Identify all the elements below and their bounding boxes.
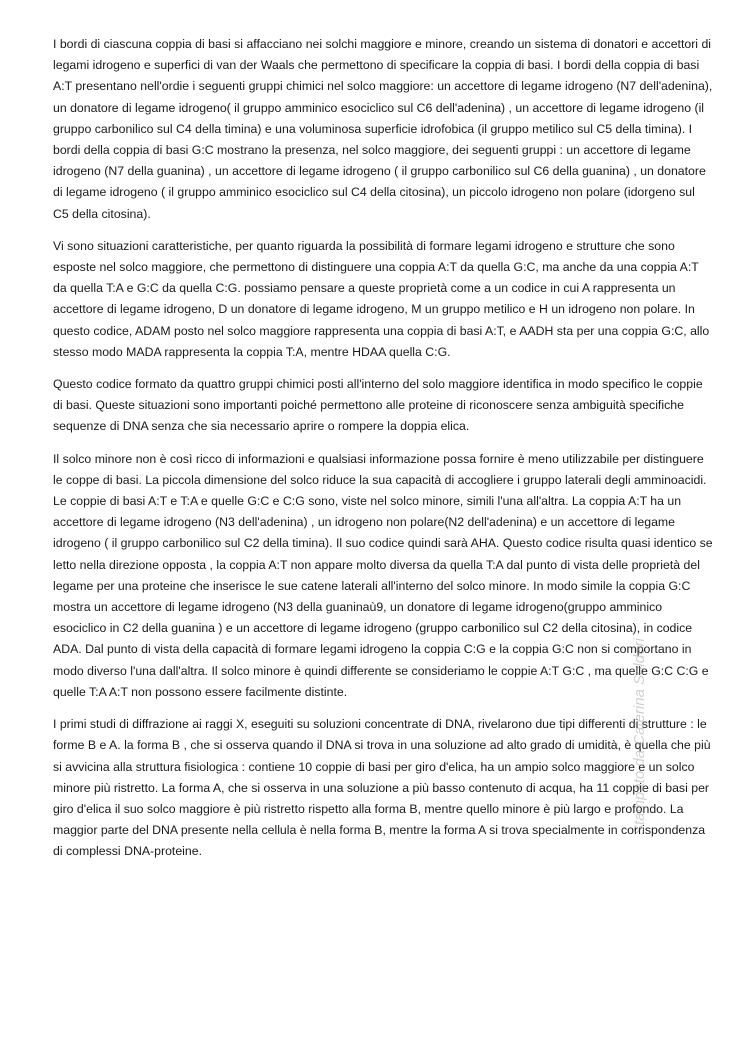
paragraph-major-groove-code: Vi sono situazioni caratteristiche, per quanto riguarda la possibilità di formare legami idrogeno e strutture che sono esposte nel solco maggiore, che permettono di distinguere una coppia A:T da quella G:C, ma anche da una coppia A:T da quella T:A e G:C da quella C:G. possiamo pensare a queste proprietà come a un codice in cui A rappresenta un accettore di legame idrogeno, D un donatore di legame idrogeno, M un gruppo metilico e H un idrogeno non polare. In questo codice, ADAM posto nel solco maggiore rappresenta una coppia di basi A:T, e AADH sta per una coppia G:C, allo stesso modo MADA rappresenta la coppia T:A, mentre HDAA quella C:G. bbox=[53, 238, 710, 359]
paragraph-base-pair-edges: I bordi di ciascuna coppia di basi si affacciano nei solchi maggiore e minore, creando un sistema di donatori e accettori di legami idrogeno e superfici di van der Waals che permettono di specificare la coppia di basi. I bordi della coppia di basi A:T presentano nell'ordie i seguenti gruppi chimici nel solco maggiore: un accettore di legame idrogeno (N7 dell'adenina), un donatore di legame idrogeno( il gruppo amminico esociclico sul C6 dell'adenina) , un accettore di legame idrogeno (il gruppo carbonilico sul C4 della timina) e una voluminosa superficie idrofobica (il gruppo metilico sul C5 della timina). I bordi della coppia di basi G:C mostrano la presenza, nel solco maggiore, dei seguenti gruppi : un accettore di legame idrogeno (N7 della guanina) , un accettore di legame idrogeno ( il gruppo carbonilico sul C6 della guanina) , un donatore di legame idrogeno ( il gruppo amminico esociclico sul C4 della citosina), un piccolo idrogeno non polare (idorgeno sul C5 della citosina). bbox=[53, 37, 713, 221]
paragraph-dna-forms: I primi studi di diffrazione ai raggi X, eseguiti su soluzioni concentrate di DNA, rivelarono due tipi differenti di strutture : le forme B e A. la forma B , che si osserva quando il DNA si trova in una soluzione ad alto grado di umidità, è quella che più si avvicina alla struttura fisiologica : contiene 10 coppie di basi per giro d'elica, ha un ampio solco maggiore e un solco minore più ristretto. La forma A, che si osserva in una soluzione a più basso contenuto di acqua, ha 11 coppie di basi per giro d'elica il suo solco maggiore è più ristretto rispetto alla forma B, mentre quello minore è più largo e profondo. La maggior parte del DNA presente nella cellula è nella forma B, mentre la forma A si trova specialmente in corrispondenza di complessi DNA-proteine. bbox=[53, 717, 711, 859]
watermark: Stampato da Caterina Solderi bbox=[631, 638, 648, 835]
paragraph-code-recognition: Questo codice formato da quattro gruppi chimici posti all'interno del solo maggiore identifica in modo specifico le coppie di basi. Queste situazioni sono importanti poiché permettono alle proteine di riconoscere senza ambiguità specifiche sequenze di DNA senza che sia necessario aprire o rompere la doppia elica. bbox=[53, 377, 703, 434]
document-body bbox=[53, 34, 713, 874]
paragraph-minor-groove: Il solco minore non è così ricco di informazioni e qualsiasi informazione possa fornire è meno utilizzabile per distinguere le coppe di basi. La piccola dimensione del solco riduce la sua capacità di accogliere i gruppo laterali degli amminoacidi. Le coppie di basi A:T e T:A e quelle G:C e C:G sono, viste nel solco minore, simili l'una all'altra. La coppia A:T ha un accettore di legame idrogeno (N3 dell'adenina) , un idrogeno non polare(N2 dell'adenina) e un accettore di legame idrogeno ( il gruppo carbonilico sul C2 della timina). Il suo codice quindi sarà AHA. Questo codice risulta quasi identico se letto nella direzione opposta , la coppia A:T non appare molto diversa da quella T:A dal punto di vista delle proprietà del legame per una proteine che inserisce le sue catene laterali all'interno del solco minore. In modo simile la coppia G:C mostra un accettore di legame idrogeno (N3 della guaninaù9, un donatore di legame idrogeno(gruppo amminico esociclico in C2 della guanina ) e un accettore di legame idrogeno (gruppo carbonilico sul C2 della citosina), in codice ADA. Dal punto di vista della capacità di formare legami idrogeno la coppia C:G e la coppia G:C non si comportano in modo diverso l'una dall'altra. Il solco minore è quindi differente se consideriamo le coppie A:T G:C , ma quelle G:C C:G e quelle T:A A:T non possono essere facilmente distinte. bbox=[53, 451, 713, 699]
